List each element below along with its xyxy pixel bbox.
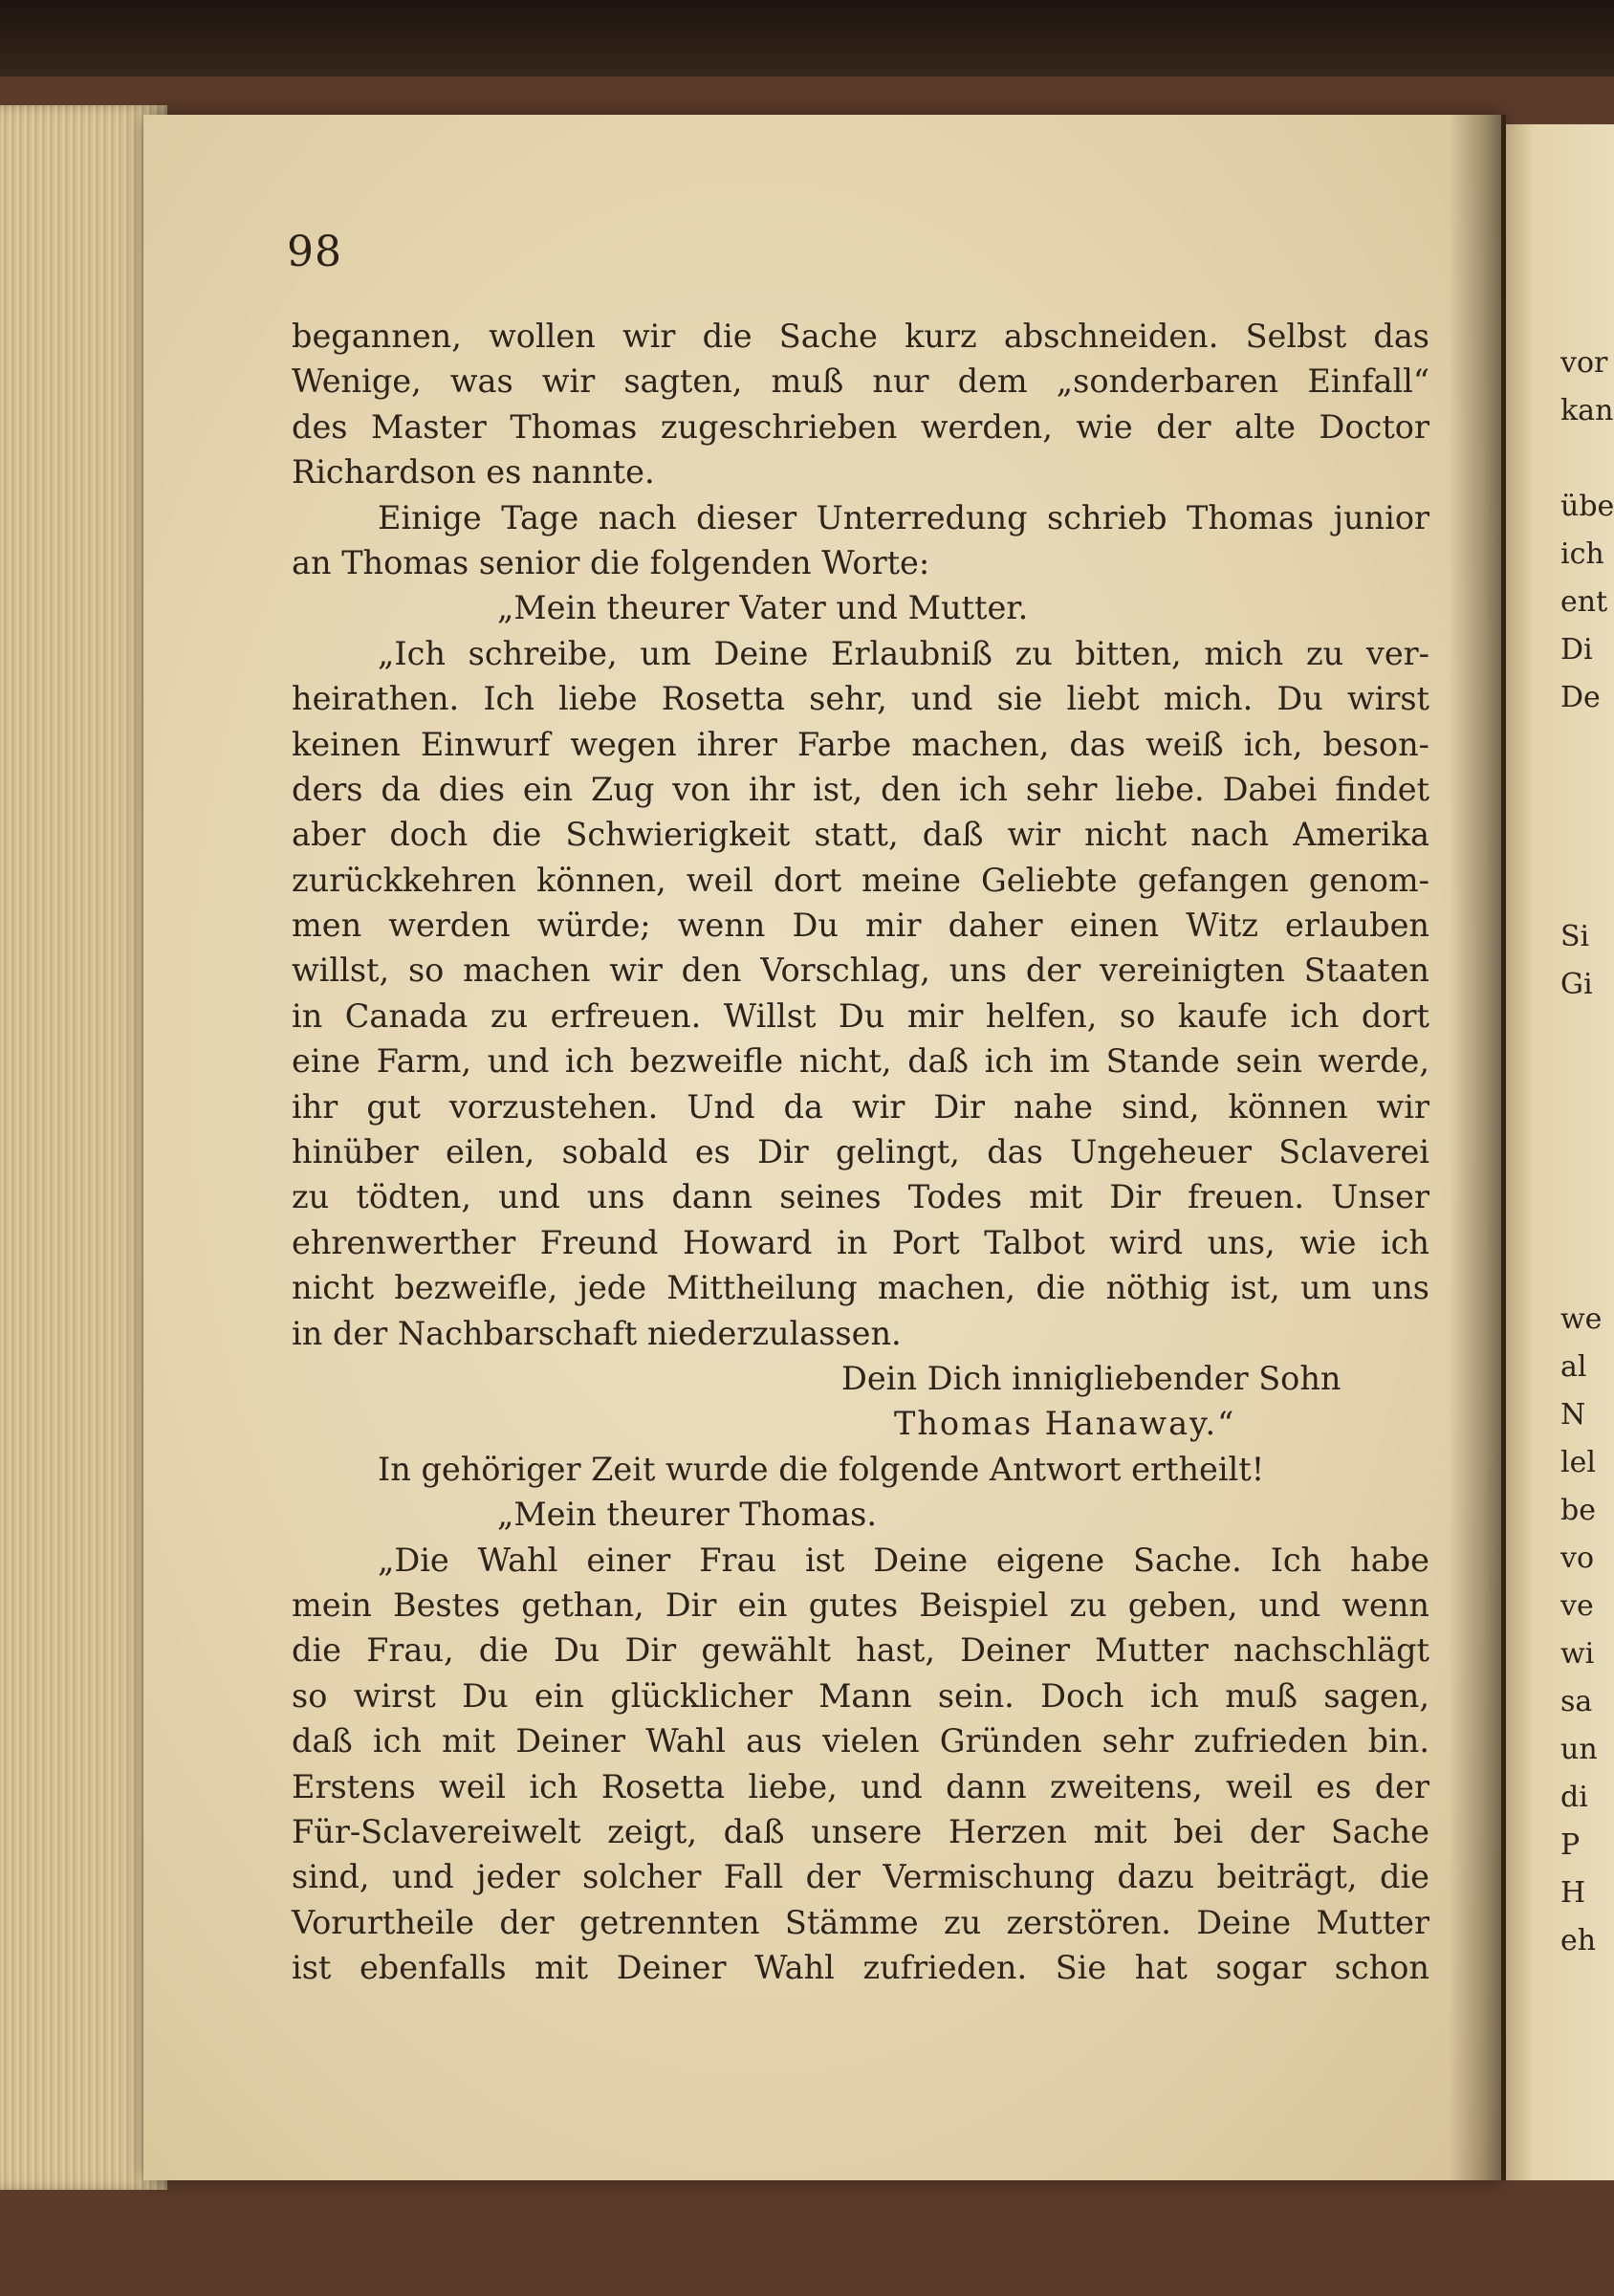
text-line: ehrenwerther Freund Howard in Port Talbot wird uns, wie ich	[292, 1223, 1429, 1261]
right-page-fragment: H	[1560, 1876, 1586, 1910]
text-line: die Frau, die Du Dir gewählt hast, Deiner Mutter nachschlägt	[292, 1631, 1429, 1670]
text-line: zurückkehren können, weil dort meine Geliebte gefangen genom-	[292, 861, 1429, 899]
right-page-fragment: sa	[1560, 1685, 1593, 1718]
right-page-fragment: De	[1560, 681, 1601, 714]
right-page-fragment: vor	[1560, 346, 1608, 380]
text-line: Erstens weil ich Rosetta liebe, und dann zweitens, weil es der	[292, 1767, 1429, 1805]
text-line: Wenige, was wir sagten, muß nur dem „sonderbaren Einfall“	[292, 362, 1429, 401]
text-line: Thomas Hanaway.“	[894, 1405, 1236, 1443]
right-page-fragment: ve	[1560, 1589, 1594, 1623]
text-line: hinüber eilen, sobald es Dir gelingt, das Ungeheuer Sclaverei	[292, 1133, 1429, 1171]
right-page-fragment: eh	[1560, 1924, 1597, 1957]
text-line: Für-Sclavereiwelt zeigt, daß unsere Herzen mit bei der Sache	[292, 1812, 1429, 1850]
text-line: In gehöriger Zeit wurde die folgende Antwort ertheilt!	[378, 1450, 1265, 1488]
text-line: ihr gut vorzustehen. Und da wir Dir nahe sind, können wir	[292, 1087, 1429, 1126]
text-line: sind, und jeder solcher Fall der Vermischung dazu beiträgt, die	[292, 1858, 1429, 1896]
text-line: „Mein theurer Thomas.	[497, 1496, 878, 1534]
text-line: men werden würde; wenn Du mir daher einen Witz erlauben	[292, 907, 1429, 945]
page-number: 98	[287, 228, 342, 276]
text-line: keinen Einwurf wegen ihrer Farbe machen, das weiß ich, beson-	[292, 725, 1429, 763]
text-line: heirathen. Ich liebe Rosetta sehr, und sie liebt mich. Du wirst	[292, 680, 1429, 718]
right-page-fragment: kan	[1560, 394, 1614, 427]
right-page-fragment: ich	[1560, 537, 1604, 571]
text-line: mein Bestes gethan, Dir ein gutes Beispiel zu geben, und wenn	[292, 1585, 1429, 1624]
text-line: zu tödten, und uns dann seines Todes mit Dir freuen. Unser	[292, 1178, 1429, 1216]
book-gutter	[1449, 115, 1506, 2180]
text-line: eine Farm, und ich bezweifle nicht, daß ich im Stande sein werde,	[292, 1042, 1429, 1081]
right-page-fragment: Si	[1560, 920, 1590, 953]
right-page-fragment: un	[1560, 1733, 1598, 1766]
text-line: ist ebenfalls mit Deiner Wahl zufrieden. Sie hat sogar schon	[292, 1949, 1429, 1987]
text-line: ders da dies ein Zug von ihr ist, den ich sehr liebe. Dabei findet	[292, 770, 1429, 808]
right-page-fragment: ent	[1560, 585, 1608, 619]
text-line: begannen, wollen wir die Sache kurz abschneiden. Selbst das	[292, 317, 1429, 355]
right-page-fragment: di	[1560, 1781, 1588, 1814]
right-page-fragment: Gi	[1560, 968, 1593, 1001]
text-line: Einige Tage nach dieser Unterredung schrieb Thomas junior	[378, 498, 1429, 536]
text-line: „Ich schreibe, um Deine Erlaubniß zu bitten, mich zu ver-	[378, 634, 1429, 672]
right-page-text-fragments	[1560, 344, 1614, 1989]
text-line: Vorurtheile der getrennten Stämme zu zerstören. Deine Mutter	[292, 1903, 1429, 1941]
text-line: des Master Thomas zugeschrieben werden, wie der alte Doctor	[292, 407, 1429, 446]
text-line: an Thomas senior die folgenden Worte:	[292, 543, 930, 581]
page-edges	[0, 105, 167, 2190]
text-line: willst, so machen wir den Vorschlag, uns der vereinigten Staaten	[292, 951, 1429, 990]
body-text	[292, 314, 1429, 1990]
right-page-fragment: vo	[1560, 1542, 1595, 1575]
right-page-fragment: übe	[1560, 490, 1614, 523]
text-line: „Mein theurer Vater und Mutter.	[497, 589, 1029, 627]
right-page-fragment: be	[1560, 1494, 1596, 1527]
text-line: Dein Dich innigliebender Sohn	[841, 1359, 1341, 1397]
text-line: aber doch die Schwierigkeit statt, daß wir nicht nach Amerika	[292, 816, 1429, 854]
text-line: so wirst Du ein glücklicher Mann sein. Doch ich muß sagen,	[292, 1676, 1429, 1715]
right-page-fragment: al	[1560, 1350, 1587, 1384]
text-line: „Die Wahl einer Frau ist Deine eigene Sache. Ich habe	[378, 1541, 1429, 1579]
text-line: in der Nachbarschaft niederzulassen.	[292, 1314, 902, 1352]
right-page-fragment: P	[1560, 1828, 1581, 1862]
right-page-fragment: N	[1560, 1398, 1586, 1432]
text-line: in Canada zu erfreuen. Willst Du mir helfen, so kaufe ich dort	[292, 996, 1429, 1035]
right-page-fragment: lel	[1560, 1446, 1596, 1479]
right-page-fragment: wi	[1560, 1637, 1595, 1671]
text-line: nicht bezweifle, jede Mittheilung machen, die nöthig ist, um uns	[292, 1269, 1429, 1307]
text-line: Richardson es nannte.	[292, 453, 655, 492]
text-line: daß ich mit Deiner Wahl aus vielen Gründen sehr zufrieden bin.	[292, 1722, 1429, 1760]
right-page-fragment: Di	[1560, 633, 1593, 667]
right-page-fragment: we	[1560, 1302, 1603, 1336]
